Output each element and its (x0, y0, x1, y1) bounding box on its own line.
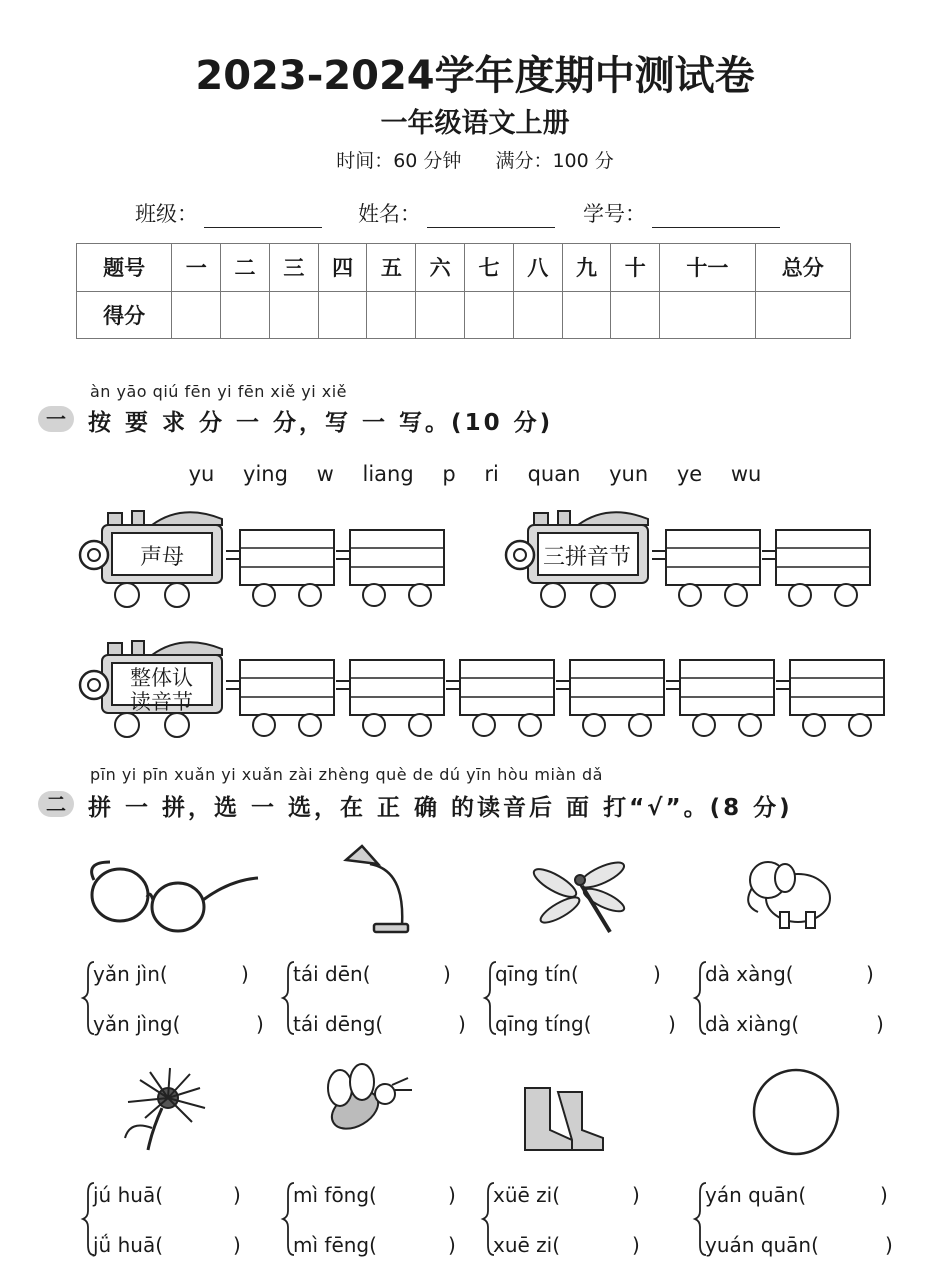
syllable: yu (188, 462, 215, 486)
syllable: liang (362, 462, 414, 486)
close-paren: ) (443, 962, 451, 986)
table-cell: 十一 (660, 244, 755, 292)
syllable: wu (730, 462, 762, 486)
syllable: p (442, 462, 456, 486)
close-paren: ) (885, 1233, 893, 1257)
close-paren: ) (241, 962, 249, 986)
section1-number: 一 (38, 406, 74, 432)
syllable: yun (609, 462, 649, 486)
train-label-whole-line1: 整体认 (130, 666, 193, 690)
name-label: 姓名： (358, 202, 421, 226)
table-cell: 六 (416, 244, 465, 292)
section1-instruction: 按 要 求 分 一 分，写 一 写。(10 分) (88, 410, 554, 436)
close-paren: ) (653, 962, 661, 986)
close-paren: ) (233, 1233, 241, 1257)
table-cell: 总分 (755, 244, 850, 292)
time-limit: 时间：60 分钟 (336, 150, 462, 172)
train-label-three-part: 三拼音节 (543, 545, 632, 570)
section2-pinyin: pīn yi pīn xuǎn yi xuǎn zài zhèng què de dú yīn hòu miàn dǎ (90, 765, 603, 784)
syllable: w (316, 462, 334, 486)
close-paren: ) (632, 1183, 640, 1207)
close-paren: ) (876, 1012, 884, 1036)
table-cell: 五 (367, 244, 416, 292)
close-paren: ) (448, 1233, 456, 1257)
class-label: 班级： (135, 202, 198, 226)
section2-instruction: 拼 一 拼，选 一 选，在 正 确 的读音后 面 打“√”。(8 分) (88, 795, 793, 821)
brace-icon (695, 962, 706, 1034)
close-paren: ) (668, 1012, 676, 1036)
close-paren: ) (458, 1012, 466, 1036)
student-number-label: 学号： (583, 202, 646, 226)
close-paren: ) (233, 1183, 241, 1207)
option-text: yuán quān( (705, 1233, 819, 1257)
close-paren: ) (448, 1183, 456, 1207)
option-text: yán quān( (705, 1183, 807, 1207)
section2-number: 二 (38, 791, 74, 817)
brace-icon (695, 1183, 706, 1255)
close-paren: ) (866, 962, 874, 986)
table-cell: 九 (562, 244, 611, 292)
option-text: yǎn jìng( (93, 1012, 181, 1036)
syllable: ye (676, 462, 703, 486)
brace-icon (83, 1183, 94, 1255)
brace-icon (485, 962, 496, 1034)
option-text: tái dēng( (293, 1012, 384, 1036)
close-paren: ) (256, 1012, 264, 1036)
brace-icon (283, 1183, 294, 1255)
brace-icon (283, 962, 294, 1034)
brace-icon (483, 1183, 494, 1255)
train-label-initials: 声母 (140, 545, 185, 570)
syllable: ri (484, 462, 499, 486)
option-text: yǎn jìn( (93, 962, 168, 986)
option-text: mì fēng( (293, 1233, 377, 1257)
option-text: mì fōng( (293, 1183, 377, 1207)
close-paren: ) (880, 1183, 888, 1207)
table-cell: 七 (465, 244, 514, 292)
table-cell: 题号 (77, 244, 172, 292)
brace-icon (83, 962, 94, 1034)
option-text: dà xiàng( (705, 1012, 800, 1036)
section1-pinyin: àn yāo qiú fēn yi fēn xiě yi xiě (90, 382, 348, 401)
table-cell: 十 (611, 244, 660, 292)
option-text: qīng tín( (495, 962, 579, 986)
table-cell: 得分 (77, 291, 172, 339)
table-cell: 三 (269, 244, 318, 292)
full-score: 满分：100 分 (495, 150, 614, 172)
option-text: xuē zi( (493, 1233, 561, 1257)
page-subtitle: 一年级语文上册 (380, 108, 570, 139)
page-title: 2023-2024学年度期中测试卷 (195, 53, 755, 99)
close-paren: ) (632, 1233, 640, 1257)
table-cell: 八 (513, 244, 562, 292)
table-cell: 一 (172, 244, 221, 292)
train-label-whole-line2: 读音节 (130, 690, 193, 714)
option-text: jú huā( (93, 1183, 163, 1207)
syllable: ying (243, 462, 288, 486)
table-cell: 二 (221, 244, 270, 292)
table-cell: 四 (318, 244, 367, 292)
option-text: tái dēn( (293, 962, 371, 986)
option-text: dà xàng( (705, 962, 794, 986)
option-text: xüē zi( (493, 1183, 561, 1207)
option-text: jǘ huā( (93, 1233, 163, 1257)
option-text: qīng tíng( (495, 1012, 592, 1036)
syllable: quan (527, 462, 581, 486)
